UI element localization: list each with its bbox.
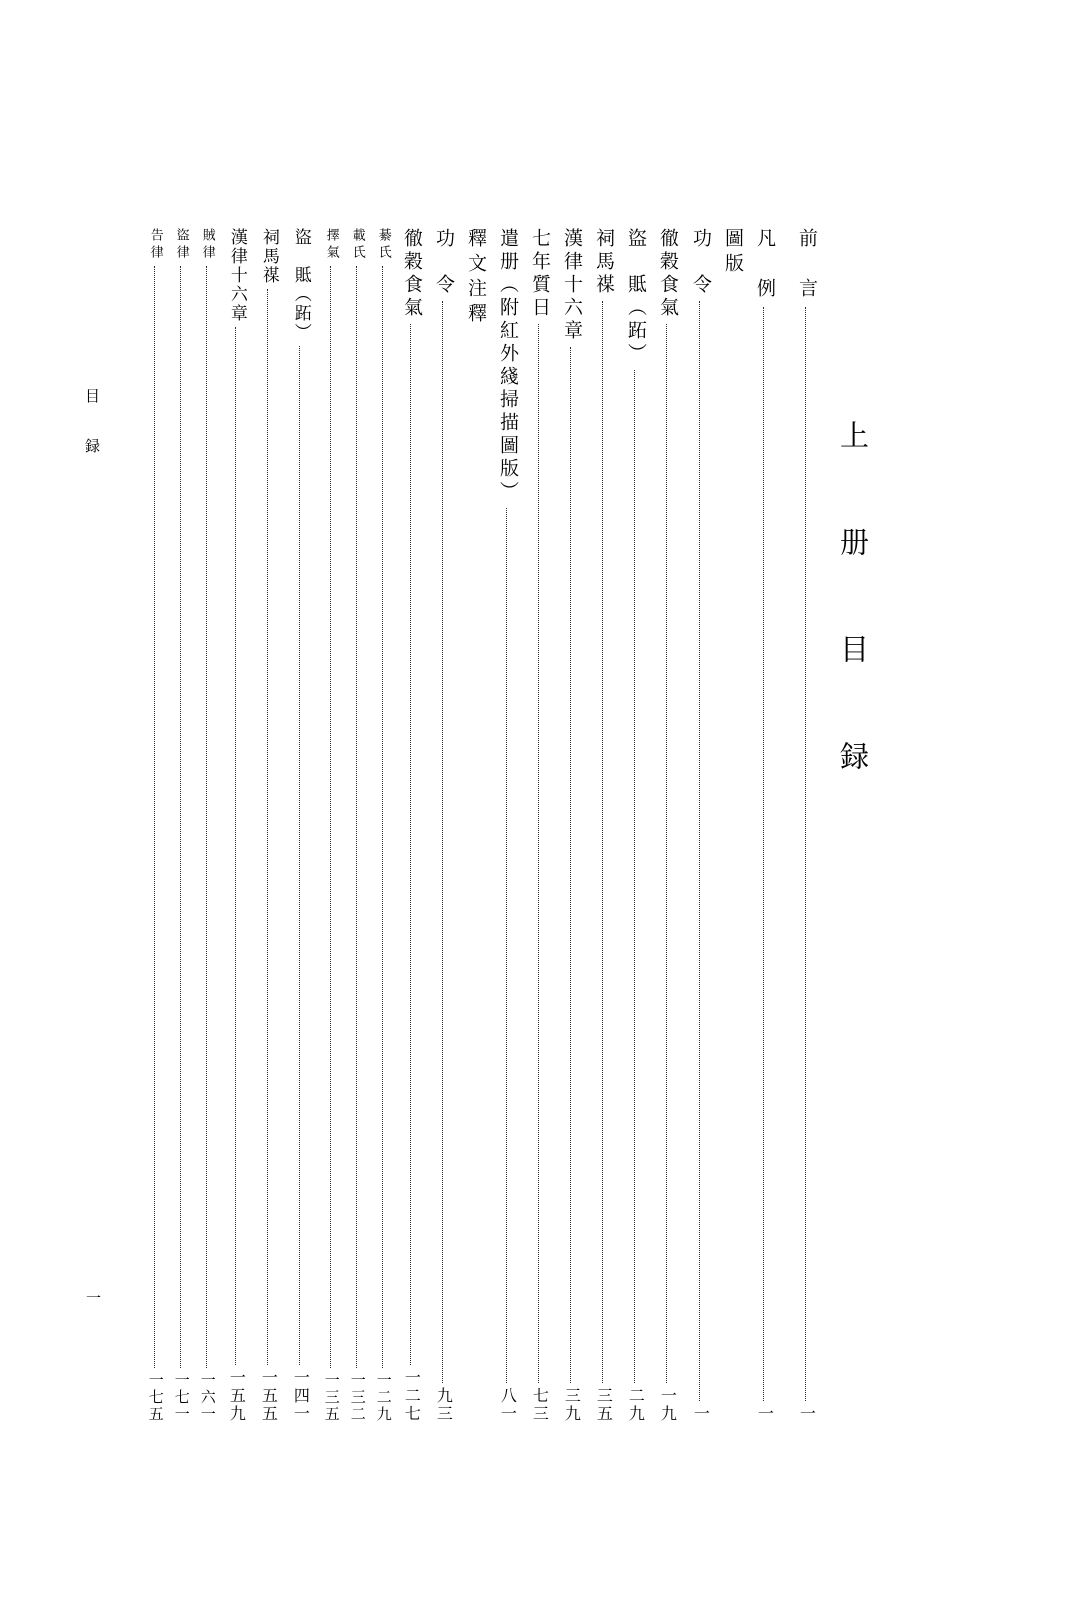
toc-leader-dots [442, 301, 443, 1383]
toc-leader-dots [602, 301, 603, 1383]
toc-entry[interactable] [722, 228, 742, 1423]
toc-leader-dots [180, 266, 181, 1368]
toc-entry[interactable] [349, 228, 365, 1423]
toc-entry-page: 一 [755, 1405, 775, 1423]
toc-leader-dots [299, 346, 300, 1365]
toc-entry-title: 賊律 [199, 228, 215, 262]
page-title: 上 册 目 録 [836, 420, 870, 792]
toc-leader-dots [699, 301, 700, 1401]
toc-leader-dots [666, 324, 667, 1383]
toc-entry-page: 二九 [626, 1387, 646, 1423]
toc-entry[interactable] [796, 228, 816, 1423]
folio-number: 一 [84, 1290, 102, 1305]
toc-entry-page: 八一 [498, 1387, 518, 1423]
toc-entry-title: 漢律十六章 [560, 228, 583, 343]
toc-entry-title: 徹穀食氣 [656, 228, 679, 320]
toc-entry-title: 盜律 [173, 228, 189, 262]
toc-entry[interactable] [625, 228, 645, 1423]
toc-entry-title: 遣册（附紅外綫掃描圖版） [496, 228, 519, 504]
toc-entry-page: 一三二 [348, 1372, 367, 1423]
toc-entry-title: 盜 貾（跖） [290, 228, 311, 342]
toc-entry[interactable] [754, 228, 774, 1423]
toc-entry-page: 一五五 [259, 1369, 279, 1423]
toc-entry-page: 七三 [530, 1387, 550, 1423]
toc-leader-dots [805, 307, 806, 1401]
toc-entry[interactable] [401, 228, 421, 1423]
toc-leader-dots [330, 266, 331, 1368]
toc-entry[interactable] [433, 228, 453, 1423]
toc-leader-dots [538, 324, 539, 1383]
toc-entry[interactable] [323, 228, 339, 1423]
toc-leader-dots [763, 307, 764, 1401]
toc-entry-title: 告律 [147, 228, 163, 262]
toc-entry-title: 擇氣 [323, 228, 339, 262]
toc-entry[interactable] [173, 228, 189, 1423]
toc-leader-dots [267, 289, 268, 1365]
toc-entry-title: 釋文注釋 [464, 228, 487, 328]
toc-entry-page: 一二九 [374, 1372, 393, 1423]
toc-leader-dots [570, 347, 571, 1383]
toc-entry[interactable] [259, 228, 277, 1423]
toc-entry-page: 一 [797, 1405, 817, 1423]
toc-entry-page: 一六一 [198, 1372, 217, 1423]
toc-entry-page: 一 [691, 1405, 711, 1423]
toc-entry-page: 三五 [594, 1387, 614, 1423]
toc-entry[interactable] [657, 228, 677, 1423]
toc-leader-dots [235, 327, 236, 1365]
running-head: 目 録 [83, 388, 101, 463]
toc-entry-title: 盜 貾（跖） [624, 228, 647, 366]
toc-entry-title: 祠馬禖 [592, 228, 615, 297]
toc-entry-title: 七年質日 [528, 228, 551, 320]
toc-entry[interactable] [561, 228, 581, 1423]
toc-entry[interactable] [375, 228, 391, 1423]
toc-leader-dots [410, 324, 411, 1365]
toc-entry[interactable] [227, 228, 245, 1423]
toc-entry-page: 一七五 [146, 1372, 165, 1423]
toc-leader-dots [506, 508, 507, 1383]
toc-entry[interactable] [465, 228, 485, 1423]
toc-entry-title: 載氏 [349, 228, 365, 262]
toc-entry-page: 一七一 [172, 1372, 191, 1423]
toc-entry-title: 功 令 [689, 228, 712, 297]
toc-entry[interactable] [593, 228, 613, 1423]
toc-entry[interactable] [199, 228, 215, 1423]
toc-entry-page: 一三五 [322, 1372, 341, 1423]
toc-entry[interactable] [147, 228, 163, 1423]
toc-entry-title: 凡 例 [753, 228, 776, 303]
toc-entry[interactable] [529, 228, 549, 1423]
toc-entry-title: 徹穀食氣 [400, 228, 423, 320]
toc-entry-title: 圖版 [721, 228, 744, 278]
toc-leader-dots [206, 266, 207, 1368]
toc-entry-title: 祠馬禖 [258, 228, 279, 285]
toc-leader-dots [382, 266, 383, 1368]
toc-entry[interactable] [690, 228, 710, 1423]
toc-entry[interactable] [291, 228, 309, 1423]
toc-leader-dots [634, 370, 635, 1383]
toc-entry-page: 一四一 [291, 1369, 311, 1423]
toc-entry-page: 九三 [434, 1387, 454, 1423]
toc-entry-page: 三九 [562, 1387, 582, 1423]
toc-entry-page: 一五九 [227, 1369, 247, 1423]
toc-entry-title: 綦氏 [375, 228, 391, 262]
toc-entry-title: 漢律十六章 [226, 228, 247, 323]
toc-leader-dots [154, 266, 155, 1368]
toc-entry-page: 一二七 [402, 1369, 422, 1423]
toc-entry-page: 一九 [658, 1387, 678, 1423]
toc-leader-dots [356, 266, 357, 1368]
toc-entry[interactable] [497, 228, 517, 1423]
toc-entry-title: 前 言 [795, 228, 818, 303]
toc-entry-title: 功 令 [432, 228, 455, 297]
